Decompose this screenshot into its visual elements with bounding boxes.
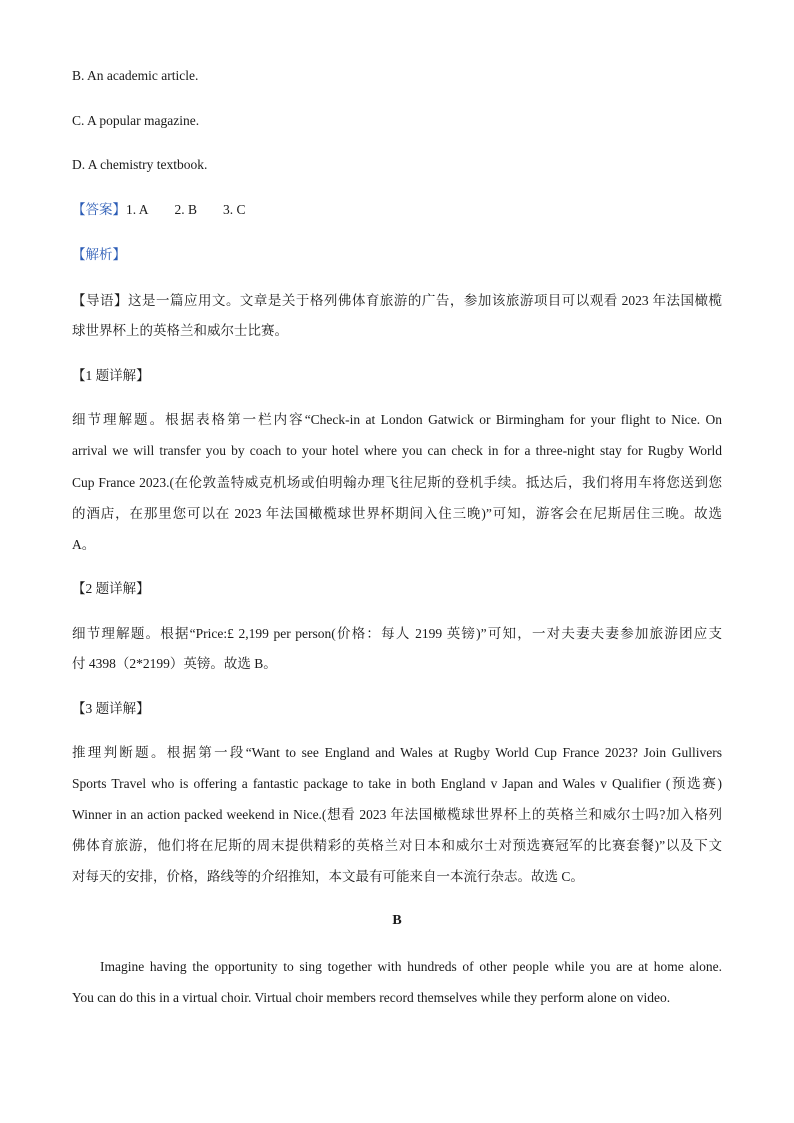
section-title: B bbox=[392, 913, 402, 928]
q1-heading: 【1 题详解】 bbox=[72, 368, 150, 383]
answer-line bbox=[72, 200, 272, 220]
intro-line: 球世界杯上的英格兰和威尔士比赛。 bbox=[72, 323, 288, 338]
q2-line: 付 4398（2*2199）英镑。故选 B。 bbox=[72, 656, 277, 671]
q3-line: Sports Travel who is offering a fantastic package to take in both England v Japan and Wales v Qualifier (预选赛) bbox=[72, 776, 722, 791]
q3-line: Winner in an action packed weekend in Nice.(想看 2023 年法国橄榄球世界杯上的英格兰和威尔士吗?加入格列 bbox=[72, 807, 722, 822]
q3-heading: 【3 题详解】 bbox=[72, 701, 150, 716]
q1-line: Cup France 2023.(在伦敦盖特威克机场或伯明翰办理飞往尼斯的登机手续。抵达后，我们将用车将您送到您 bbox=[72, 475, 722, 490]
q3-line: 推理判断题。根据第一段“Want to see England and Wales at Rugby World Cup France 2023? Join Gullivers bbox=[72, 745, 722, 760]
option-b: B. An academic article. bbox=[72, 68, 199, 83]
q1-line: 的酒店，在那里您可以在 2023 年法国橄榄球世界杯期间入住三晚)”可知，游客会在尼斯居住三晚。故选 bbox=[72, 506, 722, 521]
answer-item: 2. B bbox=[174, 202, 198, 217]
q1-line: 细节理解题。根据表格第一栏内容“Check-in at London Gatwick or Birmingham for your flight to Nice. On bbox=[72, 412, 722, 427]
q3-line: 对每天的安排，价格，路线等的介绍推知，本文最有可能来自一本流行杂志。故选 C。 bbox=[72, 869, 584, 884]
intro-line: 【导语】这是一篇应用文。文章是关于格列佛体育旅游的广告，参加该旅游项目可以观看 2023 年法国橄榄 bbox=[72, 293, 722, 308]
option-c: C. A popular magazine. bbox=[72, 113, 200, 128]
q1-line: arrival we will transfer you by coach to your hotel where you can check in for a three-night stay for Rugby World bbox=[72, 443, 722, 458]
answer-item: 3. C bbox=[223, 202, 246, 217]
passage-line: You can do this in a virtual choir. Virtual choir members record themselves while they perform alone on video. bbox=[72, 990, 671, 1005]
q2-line: 细节理解题。根据“Price:£ 2,199 per person(价格：每人 2199 英镑)”可知，一对夫妻夫妻参加旅游团应支 bbox=[72, 626, 722, 641]
answer-label: 【答案】 bbox=[72, 202, 126, 217]
option-d: D. A chemistry textbook. bbox=[72, 157, 208, 172]
answer-item: 1. A bbox=[126, 202, 149, 217]
q3-line: 佛体育旅游，他们将在尼斯的周末提供精彩的英格兰对日本和威尔士对预选赛冠军的比赛套餐)”以及下文 bbox=[72, 838, 722, 853]
passage-line: Imagine having the opportunity to sing together with hundreds of other people while you are at home alone. bbox=[100, 959, 722, 974]
q2-heading: 【2 题详解】 bbox=[72, 581, 150, 596]
analysis-label: 【解析】 bbox=[72, 247, 126, 262]
q1-line: A。 bbox=[72, 537, 96, 552]
